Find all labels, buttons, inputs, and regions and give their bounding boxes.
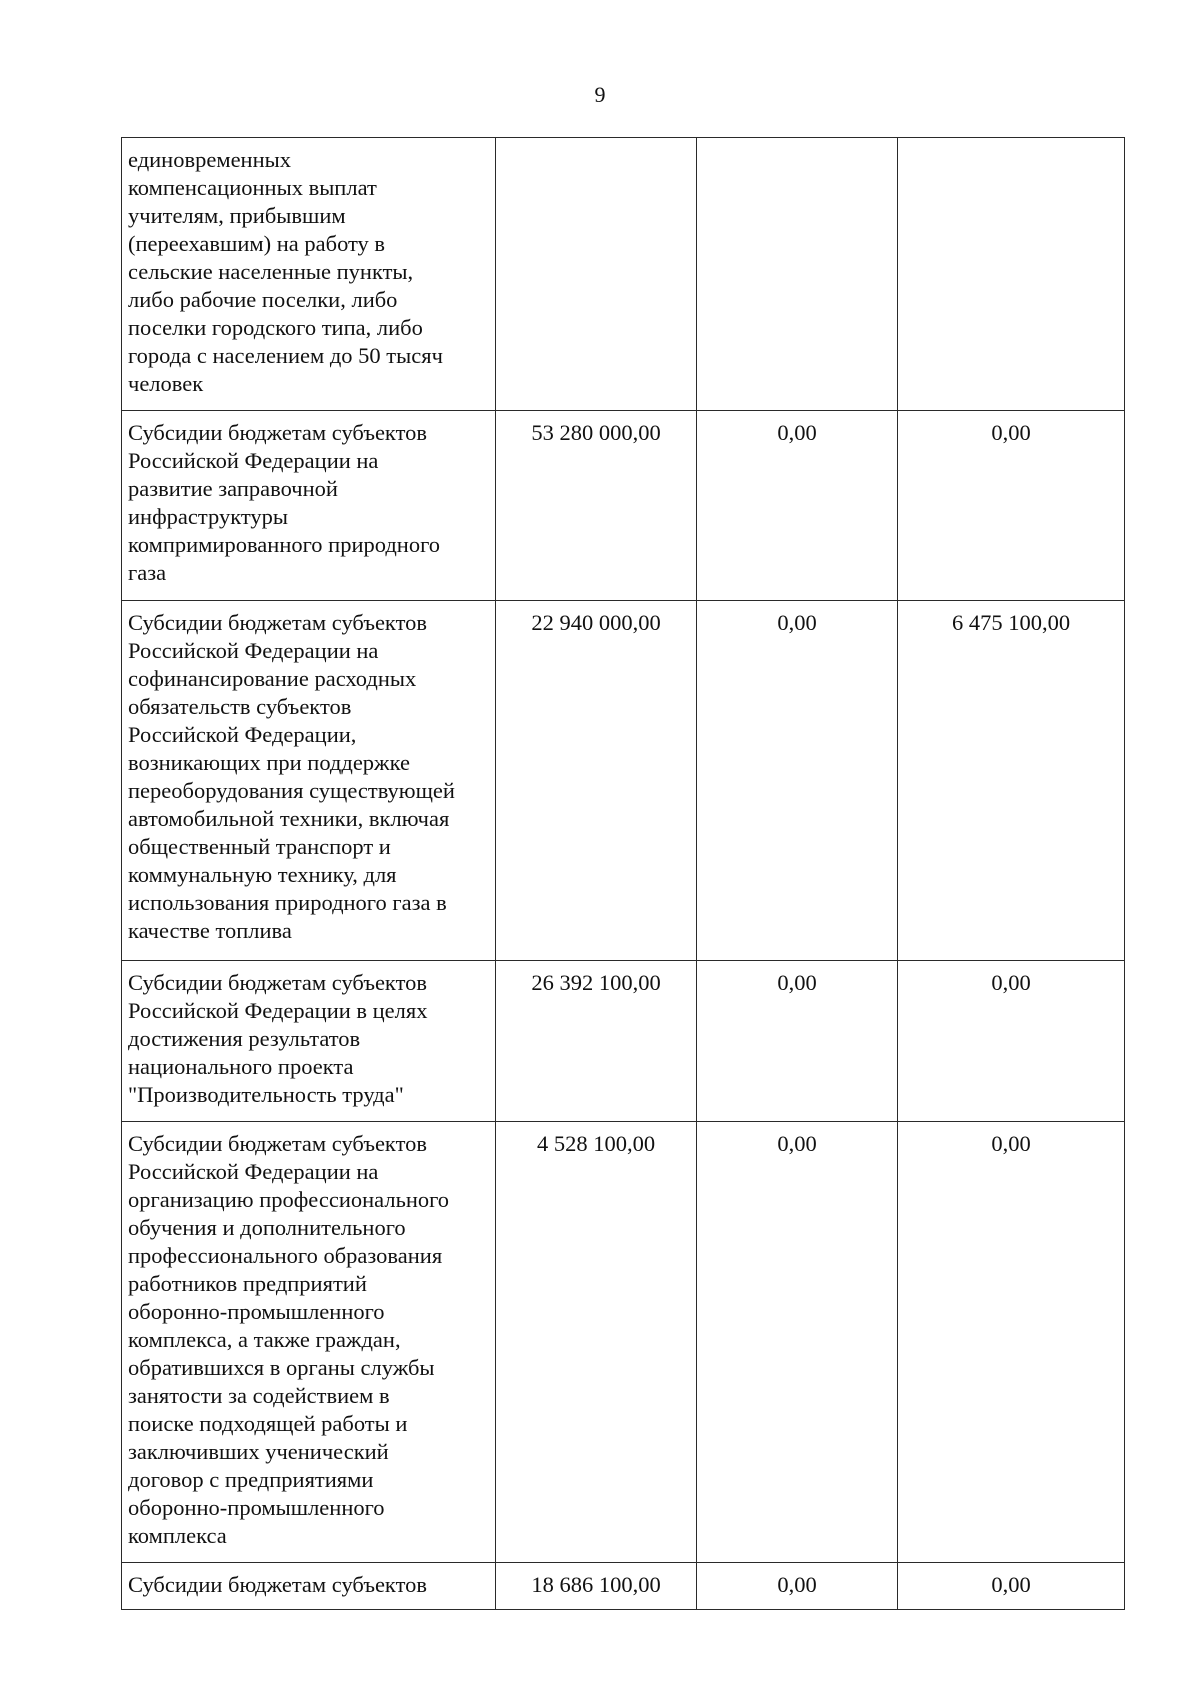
table-row	[122, 1563, 1125, 1610]
row-amount-col3: 0,00	[697, 601, 898, 961]
row-amount-col2	[496, 138, 697, 411]
page-number: 9	[594, 82, 606, 107]
row-description: Субсидии бюджетам субъектов	[122, 1563, 496, 1610]
row-amount-col3	[697, 138, 898, 411]
row-amount-col4: 0,00	[898, 1122, 1125, 1563]
table-row	[122, 601, 1125, 961]
row-amount-col4	[898, 138, 1125, 411]
row-amount-col2: 26 392 100,00	[496, 961, 697, 1122]
row-amount-col4: 0,00	[898, 961, 1125, 1122]
row-amount-col4: 6 475 100,00	[898, 601, 1125, 961]
table-row	[122, 1122, 1125, 1563]
row-amount-col3: 0,00	[697, 1122, 898, 1563]
row-amount-col3: 0,00	[697, 1563, 898, 1610]
row-amount-col4: 0,00	[898, 1563, 1125, 1610]
row-description: Субсидии бюджетам субъектов Российской Федерации на развитие заправочной инфраструктуры компримированного природного газа	[122, 411, 496, 601]
row-description: Субсидии бюджетам субъектов Российской Федерации на организацию профессионального обучения и дополнительного профессионального образования работников предприятий оборонно-промышленного комплекса, а также граждан, обратившихся в органы службы занятости за содействием в поиске подходящей работы и заключивших ученический договор с предприятиями оборонно-промышленного комплекса	[122, 1122, 496, 1563]
row-amount-col2: 22 940 000,00	[496, 601, 697, 961]
row-description: Субсидии бюджетам субъектов Российской Федерации в целях достижения результатов национального проекта "Производительность труда"	[122, 961, 496, 1122]
row-amount-col2: 53 280 000,00	[496, 411, 697, 601]
row-amount-col2: 4 528 100,00	[496, 1122, 697, 1563]
row-amount-col3: 0,00	[697, 411, 898, 601]
row-description: Субсидии бюджетам субъектов Российской Федерации на софинансирование расходных обязательств субъектов Российской Федерации, возникающих при поддержке переоборудования существующей автомобильной техники, включая общественный транспорт и коммунальную технику, для использования природного газа в качестве топлива	[122, 601, 496, 961]
row-description: единовременных компенсационных выплат учителям, прибывшим (переехавшим) на работу в сельские населенные пункты, либо рабочие поселки, либо поселки городского типа, либо города с населением до 50 тысяч человек	[122, 138, 496, 411]
table-row	[122, 138, 1125, 411]
budget-table	[121, 137, 1125, 1610]
row-amount-col2: 18 686 100,00	[496, 1563, 697, 1610]
table-row	[122, 411, 1125, 601]
row-amount-col4: 0,00	[898, 411, 1125, 601]
row-amount-col3: 0,00	[697, 961, 898, 1122]
table-row	[122, 961, 1125, 1122]
